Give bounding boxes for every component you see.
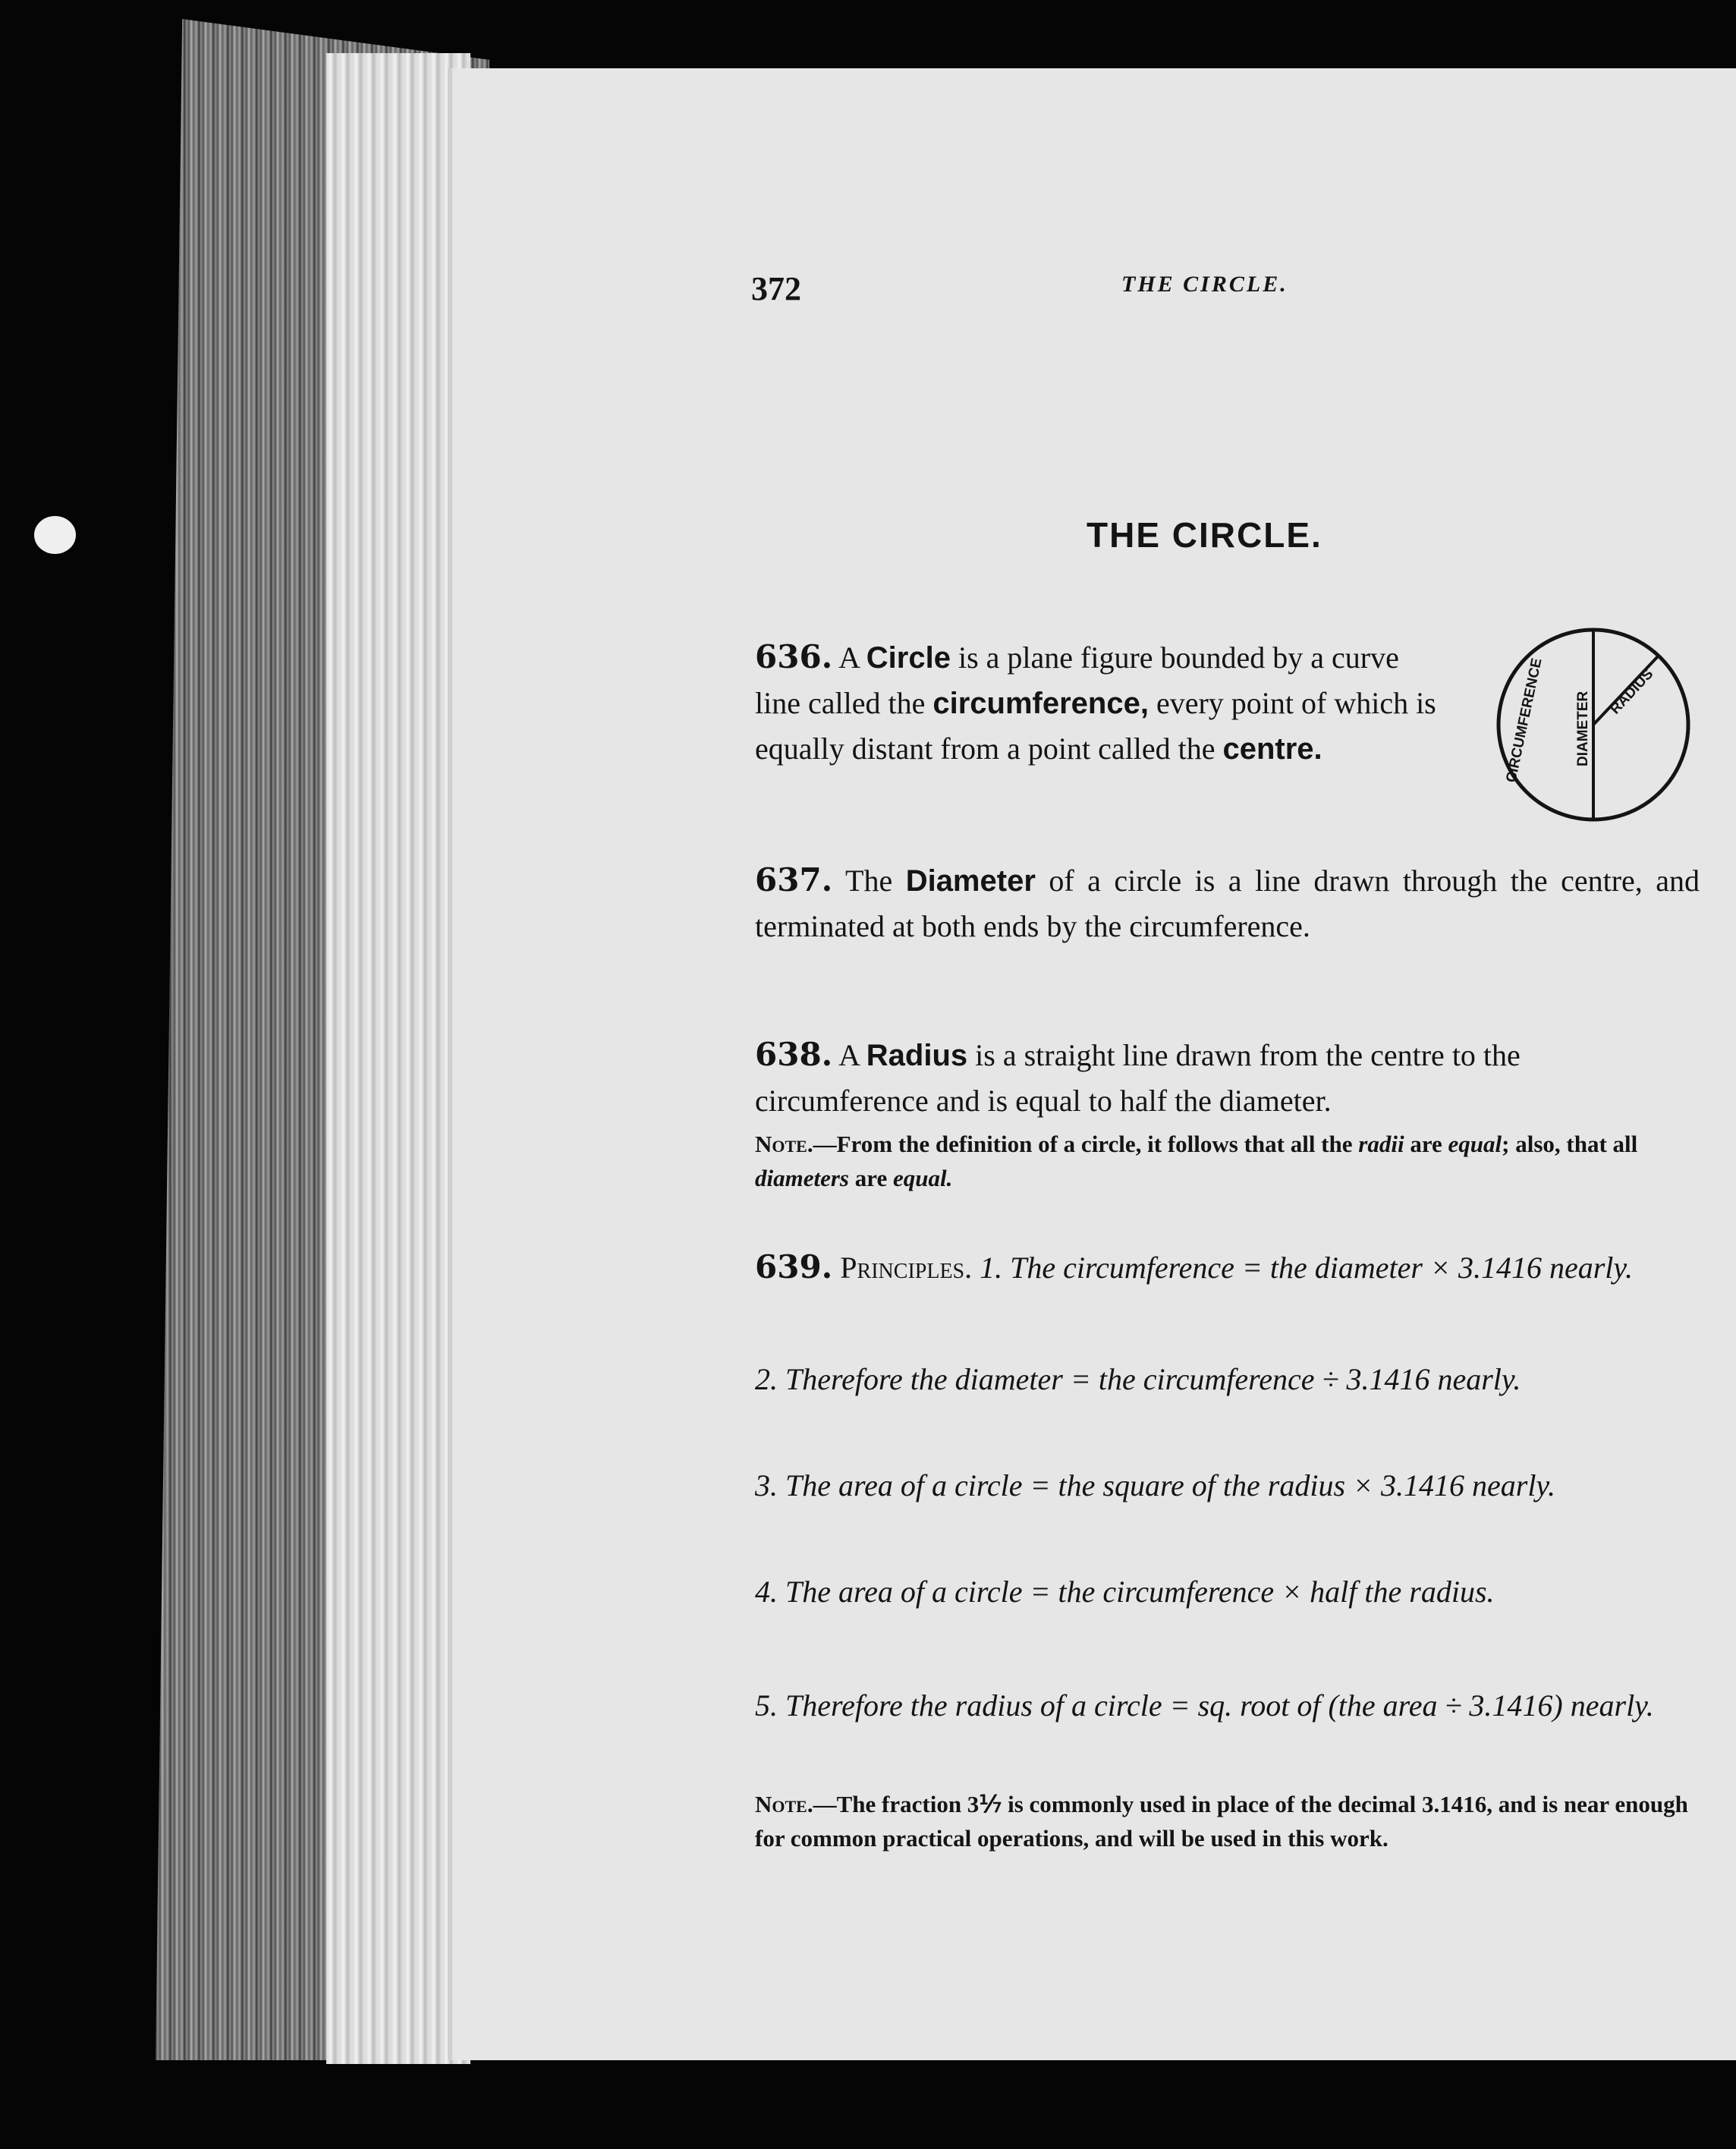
term-radius: Radius	[866, 1039, 968, 1072]
term-circumference: circumference,	[932, 687, 1149, 720]
principle-2: 2. Therefore the diameter = the circumference ÷ 3.1416 nearly.	[755, 1362, 1521, 1396]
section-text: The	[832, 864, 906, 898]
term-diameter: Diameter	[905, 864, 1036, 898]
section-639-principles	[755, 1244, 1700, 1291]
section-637	[755, 857, 1700, 949]
section-636	[755, 634, 1445, 772]
section-number: 638.	[755, 1036, 833, 1073]
section-number: 637.	[755, 861, 833, 898]
principle-5: 5. Therefore the radius of a circle = sq. root of (the area ÷ 3.1416) nearly.	[755, 1688, 1654, 1723]
circle-diagram	[1476, 622, 1703, 835]
section-638	[755, 1032, 1700, 1124]
note-emphasis: radii	[1358, 1131, 1404, 1157]
running-head: THE CIRCLE.	[1121, 272, 1288, 297]
page-number: 372	[751, 270, 801, 307]
note-text: ; also, that all	[1502, 1131, 1638, 1157]
note-emphasis: diameters	[755, 1165, 849, 1191]
chapter-title: THE CIRCLE.	[1087, 515, 1322, 555]
principle-3: 3. The area of a circle = the square of the radius × 3.1416 nearly.	[755, 1468, 1555, 1502]
section-number: 636.	[755, 638, 833, 675]
note-definition	[755, 1127, 1700, 1195]
term-centre: centre.	[1222, 732, 1322, 766]
note-fraction	[755, 1787, 1700, 1855]
note-label: Note.	[755, 1791, 813, 1817]
section-text: is a plane figure bounded by a curve line called the	[755, 640, 1399, 720]
section-text: A	[832, 1038, 866, 1072]
diameter-label: DIAMETER	[1575, 691, 1591, 766]
note-label: Note.	[755, 1131, 813, 1157]
section-text: of a circle is a line drawn through the centre, and terminated at both ends by the circumference.	[755, 864, 1700, 943]
section-text: every point of which is equally distant from a point called the	[755, 686, 1436, 766]
scan-speck	[34, 516, 76, 554]
section-text: is a straight line drawn from the centre to the circumference and is equal to half the diameter.	[755, 1038, 1521, 1118]
term-circle: Circle	[866, 641, 951, 675]
note-text: —The fraction 3⅐ is commonly used in place of the decimal 3.1416, and is near enough for common practical operations, and will be used in this work.	[755, 1791, 1688, 1852]
note-text: are	[849, 1165, 893, 1191]
principle-4: 4. The area of a circle = the circumference × half the radius.	[755, 1575, 1495, 1609]
principle-1: 1. The circumference = the diameter × 3.1416 nearly.	[972, 1251, 1633, 1285]
circumference-label: CIRCUMFERENCE	[1503, 656, 1546, 785]
note-text: are	[1404, 1131, 1448, 1157]
note-emphasis: equal.	[892, 1165, 953, 1191]
note-emphasis: equal	[1448, 1131, 1502, 1157]
section-text: A	[832, 640, 866, 675]
principles-label: Principles.	[832, 1251, 973, 1285]
radius-label: RADIUS	[1607, 665, 1657, 718]
section-number: 639.	[755, 1248, 833, 1285]
note-text: —From the definition of a circle, it follows that all the	[813, 1131, 1359, 1157]
